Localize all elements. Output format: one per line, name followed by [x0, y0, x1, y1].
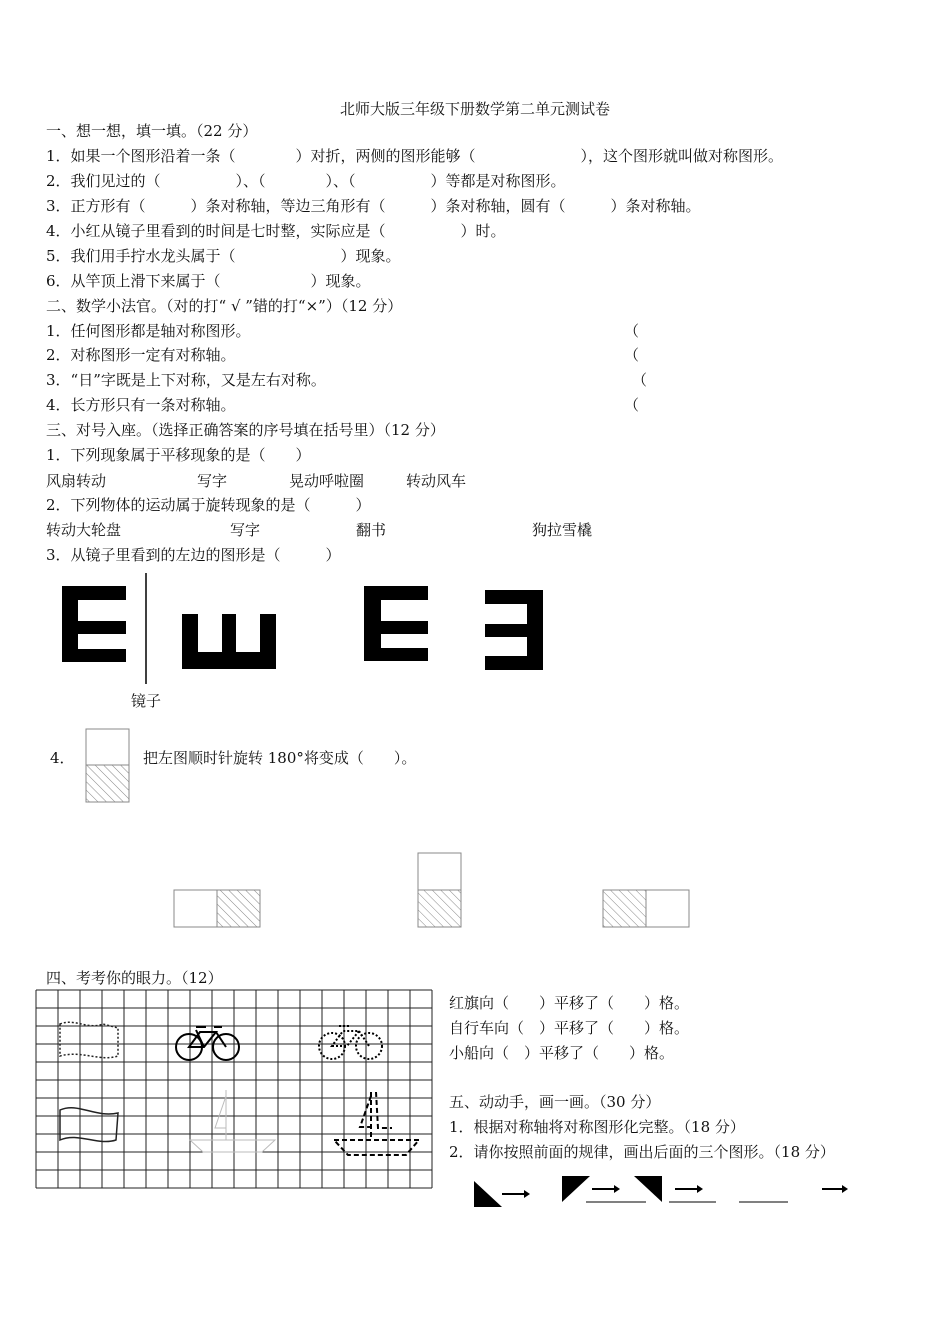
answer-paren: （ [632, 371, 648, 389]
boat-faint [190, 1090, 275, 1152]
option-b-shape [364, 586, 428, 661]
s3-question-2: 2．下列物体的运动属于旋转现象的是（ ） [46, 496, 371, 514]
s1-question-4: 4．小红从镜子里看到的时间是七时整，实际应是（ ）时。 [46, 222, 506, 240]
option-text: 狗拉雪橇 [532, 521, 593, 539]
s5-question-1: 1．根据对称轴将对称图形化完整。（18 分） [449, 1118, 745, 1136]
option-a-shape [182, 614, 276, 669]
s2-question-2: 2．对称图形一定有对称轴。 [46, 346, 236, 364]
pattern-shape-3 [634, 1176, 716, 1202]
option-text: 写字 [230, 521, 261, 539]
boat-dashed [334, 1092, 419, 1155]
pattern-shape-1 [474, 1181, 530, 1207]
rotation-option-c [603, 890, 689, 927]
s1-question-2: 2．我们见过的（ ）、（ ）、（ ）等都是对称图形。 [46, 172, 566, 190]
s3-question-4-number: 4． [50, 749, 75, 767]
pattern-shape-2 [562, 1176, 646, 1202]
answer-paren: （ [624, 396, 640, 414]
s3-question-4-text: 把左图顺时针旋转 180°将变成（ ）。 [143, 749, 417, 767]
flag-solid [60, 1108, 118, 1142]
option-text: 转动风车 [406, 472, 467, 490]
section-5-heading: 五、动动手，画一画。（30 分） [449, 1093, 661, 1111]
s2-question-1: 1．任何图形都是轴对称图形。 [46, 322, 251, 340]
rotation-option-b [418, 853, 461, 927]
pattern-arrow-4 [822, 1185, 848, 1193]
page-title: 北师大版三年级下册数学第二单元测试卷 [339, 100, 610, 118]
section-1-heading: 一、想一想，填一填。（22 分） [46, 122, 258, 140]
s1-question-5: 5．我们用手拧水龙头属于（ ）现象。 [46, 247, 401, 265]
section-2-heading: 二、数学小法官。（对的打“ √ ”错的打“×”）（12 分） [46, 297, 403, 315]
option-text: 翻书 [356, 521, 387, 539]
option-text: 风扇转动 [46, 472, 107, 490]
s1-question-1: 1．如果一个图形沿着一条（ ）对折，两侧的图形能够（ ），这个图形就叫做对称图形。 [46, 147, 784, 165]
section-4-heading: 四、考考你的眼力。（12） [46, 969, 223, 987]
s5-question-2: 2．请你按照前面的规律，画出后面的三个图形。（18 分） [449, 1143, 835, 1161]
s2-question-4: 4．长方形只有一条对称轴。 [46, 396, 236, 414]
bicycle-translation-line: 自行车向（ ）平移了（ ）格。 [449, 1019, 690, 1037]
option-text: 写字 [197, 472, 228, 490]
option-text: 晃动呼啦圈 [289, 472, 365, 490]
rotation-source-figure [86, 729, 129, 802]
s3-question-1: 1．下列现象属于平移现象的是（ ） [46, 446, 311, 464]
s2-question-3: 3．“日”字既是上下对称，又是左右对称。 [46, 371, 326, 389]
section-3-heading: 三、对号入座。（选择正确答案的序号填在括号里）（12 分） [46, 421, 445, 439]
rotation-option-a [174, 890, 260, 927]
s1-question-3: 3．正方形有（ ）条对称轴，等边三角形有（ ）条对称轴，圆有（ ）条对称轴。 [46, 197, 701, 215]
answer-paren: （ [624, 322, 640, 340]
option-c-shape [485, 590, 543, 670]
s3-question-3: 3．从镜子里看到的左边的图形是（ ） [46, 546, 341, 564]
translation-grid [36, 990, 432, 1188]
answer-paren: （ [624, 346, 640, 364]
boat-translation-line: 小船向（ ）平移了（ ）格。 [449, 1044, 675, 1062]
flag-translation-line: 红旗向（ ）平移了（ ）格。 [449, 994, 690, 1012]
mirror-e-figure [62, 586, 126, 662]
bicycle-dotted [319, 1026, 382, 1059]
flag-dotted [60, 1022, 118, 1057]
mirror-label: 镜子 [131, 692, 162, 710]
s1-question-6: 6．从竿顶上滑下来属于（ ）现象。 [46, 272, 371, 290]
option-text: 转动大轮盘 [46, 521, 122, 539]
